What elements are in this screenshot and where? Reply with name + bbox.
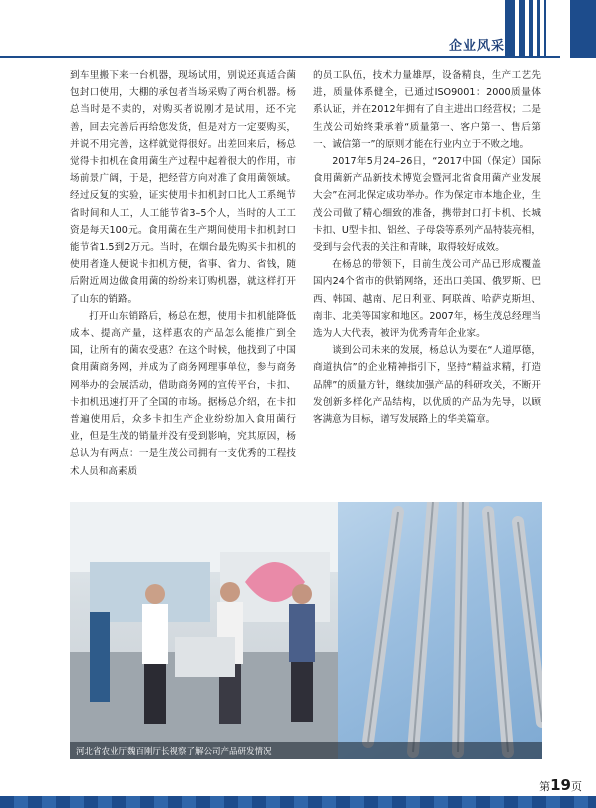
paragraph: 到车里搬下来一台机器，现场试用，别说还真适合菌包封口使用，大棚的承包者当场采购了两台机器。杨总当时是不卖的，对购买者说刚才是试用，还不完善，回去完善后再给您发货，但是对方一定要购买，并说不用完善，这样就觉得很好。出差回来后，杨总觉得卡扣机在食用菌生产过程中起着很大的作用，市场前景广阔，于是，把经营方向对准了食用菌领域。经过反复的实验，证实使用卡扣机封口比人工系绳节省时间和人工，人工能节省3–5个人，当时的人工工资是每天100元。食用菌在生产期间使用卡扣机封口能节省1.5到2万元。当时，在烟台最先购买卡扣机的使用者逢人便说卡扣机方便，省事、省力、省钱，随后附近周边做食用菌的纷纷来订购机器，就这样打开了山东的销路。	[70, 70, 296, 305]
photo-caption: 河北省农业厅魏百刚厅长视察了解公司产品研发情况	[76, 747, 272, 757]
photo-clip-products	[338, 502, 542, 759]
paragraph: 的员工队伍，技术力量雄厚，设备精良，生产工艺先进，质量体系健全，已通过ISO9001：2000质量体系认证，并在2012年拥有了自主进出口经营权；二是生茂公司始终秉承着“质量第一、客户第一、售后第一、诚信第一”的原则才能在行业内立于不败之地。	[313, 70, 541, 150]
left-column	[70, 67, 296, 480]
paragraph: 在杨总的带领下，目前生茂公司产品已形成覆盖国内24个省市的供销网络，还出口美国、俄罗斯、巴西、韩国、越南、尼日利亚、阿联酋、哈萨克斯坦、南非、北美等国家和地区。2007年，杨生茂总经理当选为人大代表，被评为优秀青年企业家。	[313, 259, 541, 340]
clips-illustration	[338, 502, 542, 759]
paragraph: 打开山东销路后，杨总在想，使用卡扣机能降低成本、提高产量，这样惠农的产品怎么能推广到全国，让所有的菌农受惠？在这个时候，他找到了中国食用菌商务网，并成为了商务网理事单位，参与商务网举办的会展活动，借助商务网的宣传平台，卡扣、卡扣机迅速打开了全国的市场。据杨总介绍，在卡扣普遍使用后，众多卡扣生产企业纷纷加入食用菌行业，但是生茂的销量并没有受到影响，究其原因，杨总认为有两点：一是生茂公司拥有一支优秀的工程技术人员和高素质	[70, 310, 296, 477]
header-rule	[0, 56, 560, 58]
page-number-value: 19	[550, 776, 571, 794]
page-prefix: 第	[539, 780, 551, 793]
footer-band	[0, 796, 596, 808]
paragraph: 谈到公司未来的发展，杨总认为要在“人道厚德，商道执信”的企业精神指引下，坚持“精益求精，打造品牌”的质量方针，继续加强产品的科研攻关，不断开发创新多样化产品结构，以优质的产品为先导，以顾客满意为目标，谱写发展路上的华美篇章。	[313, 345, 541, 426]
corner-decoration	[570, 0, 596, 58]
photo-exhibition-scene	[70, 502, 348, 759]
photo	[70, 502, 542, 759]
paragraph: 2017年5月24–26日，“2017中国（保定）国际食用菌新产品新技术博览会暨河北省食用菌产业发展大会”在河北保定成功举办。作为保定市本地企业，生茂公司做了精心细致的准备，携带封口打卡机、长城卡扣、U型卡扣、铝丝、子母袋等系列产品特装亮相，受到与会代表的关注和青睐，取得较好成效。	[313, 156, 541, 254]
section-title: 企业风采	[449, 39, 506, 54]
page-suffix: 页	[571, 780, 582, 793]
page-number	[539, 776, 582, 794]
exhibition-illustration	[70, 502, 348, 759]
right-column	[313, 67, 541, 428]
